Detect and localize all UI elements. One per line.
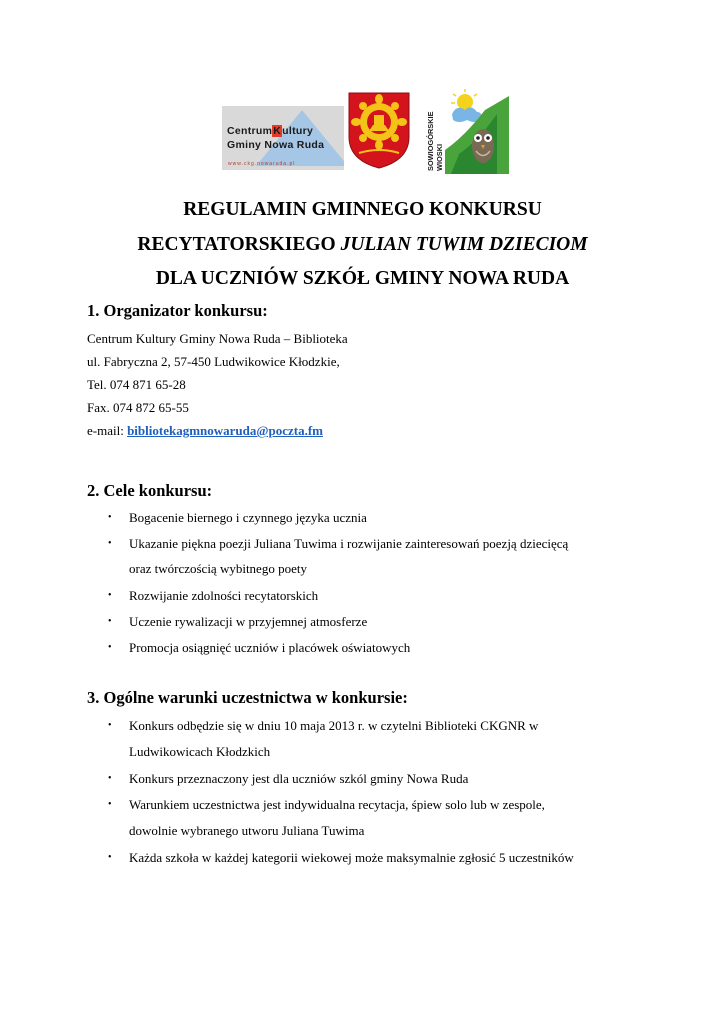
email-link[interactable]: bibliotekagmnowaruda@poczta.fm [127, 423, 323, 438]
logo-sw-text-1: SOWIOGÓRSKIE [426, 111, 435, 171]
logo-ck-line2: Gminy Nowa Ruda [227, 139, 325, 151]
logo-sw-text-2: WIOSKI [435, 143, 444, 171]
logo-ck-line1: CentrumKultury [227, 125, 314, 137]
goal-item-continued: oraz twórczością wybitnego poety [129, 561, 307, 576]
bullet-icon: • [108, 538, 112, 549]
logo-ck-url: www.ckg.nowaruda.pl [228, 161, 296, 167]
goal-item: Ukazanie piękna poezji Juliana Tuwima i rozwijanie zainteresowań poezją dziecięcą [129, 536, 569, 551]
logo-triangle-shape [256, 110, 344, 166]
gmina-coat-of-arms-logo [347, 91, 411, 169]
condition-item-continued: dowolnie wybranego utworu Juliana Tuwima [129, 823, 365, 838]
document-title-line-3: DLA UCZNIÓW SZKÓŁ GMINY NOWA RUDA [155, 268, 570, 289]
bullet-icon: • [108, 590, 112, 601]
section-2-heading: 2. Cele konkursu: [87, 481, 213, 500]
organizer-phone: Tel. 074 871 65-28 [87, 377, 186, 392]
document-title-line-2: RECYTATORSKIEGO JULIAN TUWIM DZIECIOM [137, 234, 588, 255]
bullet-icon: • [108, 720, 112, 731]
section-1-heading: 1. Organizator konkursu: [87, 301, 268, 320]
goal-item: Bogacenie biernego i czynnego języka ucznia [129, 510, 367, 525]
bullet-icon: • [108, 642, 112, 653]
centrum-kultury-logo [222, 106, 344, 170]
bullet-icon: • [108, 852, 112, 863]
document-title-line-1: REGULAMIN GMINNEGO KONKURSU [183, 199, 542, 220]
bullet-icon: • [108, 799, 112, 810]
goal-item: Rozwijanie zdolności recytatorskich [129, 588, 319, 603]
organizer-fax: Fax. 074 872 65-55 [87, 400, 189, 415]
bullet-icon: • [108, 512, 112, 523]
bullet-icon: • [108, 773, 112, 784]
sowiogorskie-wioski-logo [425, 88, 509, 174]
goal-item: Promocja osiągnięć uczniów i placówek oświatowych [129, 640, 411, 655]
condition-item: Warunkiem uczestnictwa jest indywidualna recytacja, śpiew solo lub w zespole, [129, 797, 545, 812]
condition-item: Konkurs odbędzie się w dniu 10 maja 2013 r. w czytelni Biblioteki CKGNR w [129, 718, 539, 733]
bullet-icon: • [108, 616, 112, 627]
organizer-email-line: e-mail: bibliotekagmnowaruda@poczta.fm [87, 423, 323, 438]
section-3-heading: 3. Ogólne warunki uczestnictwa w konkursie: [87, 688, 408, 707]
organizer-line: Centrum Kultury Gminy Nowa Ruda – Biblioteka [87, 331, 348, 346]
condition-item: Każda szkoła w każdej kategorii wiekowej może maksymalnie zgłosić 5 uczestników [129, 850, 574, 865]
title-italic-part: JULIAN TUWIM DZIECIOM [340, 234, 588, 255]
header-logos [222, 88, 512, 180]
goal-item: Uczenie rywalizacji w przyjemnej atmosferze [129, 614, 368, 629]
condition-item: Konkurs przeznaczony jest dla uczniów szkól gminy Nowa Ruda [129, 771, 469, 786]
organizer-address: ul. Fabryczna 2, 57-450 Ludwikowice Kłodzkie, [87, 354, 340, 369]
condition-item-continued: Ludwikowicach Kłodzkich [129, 744, 271, 759]
